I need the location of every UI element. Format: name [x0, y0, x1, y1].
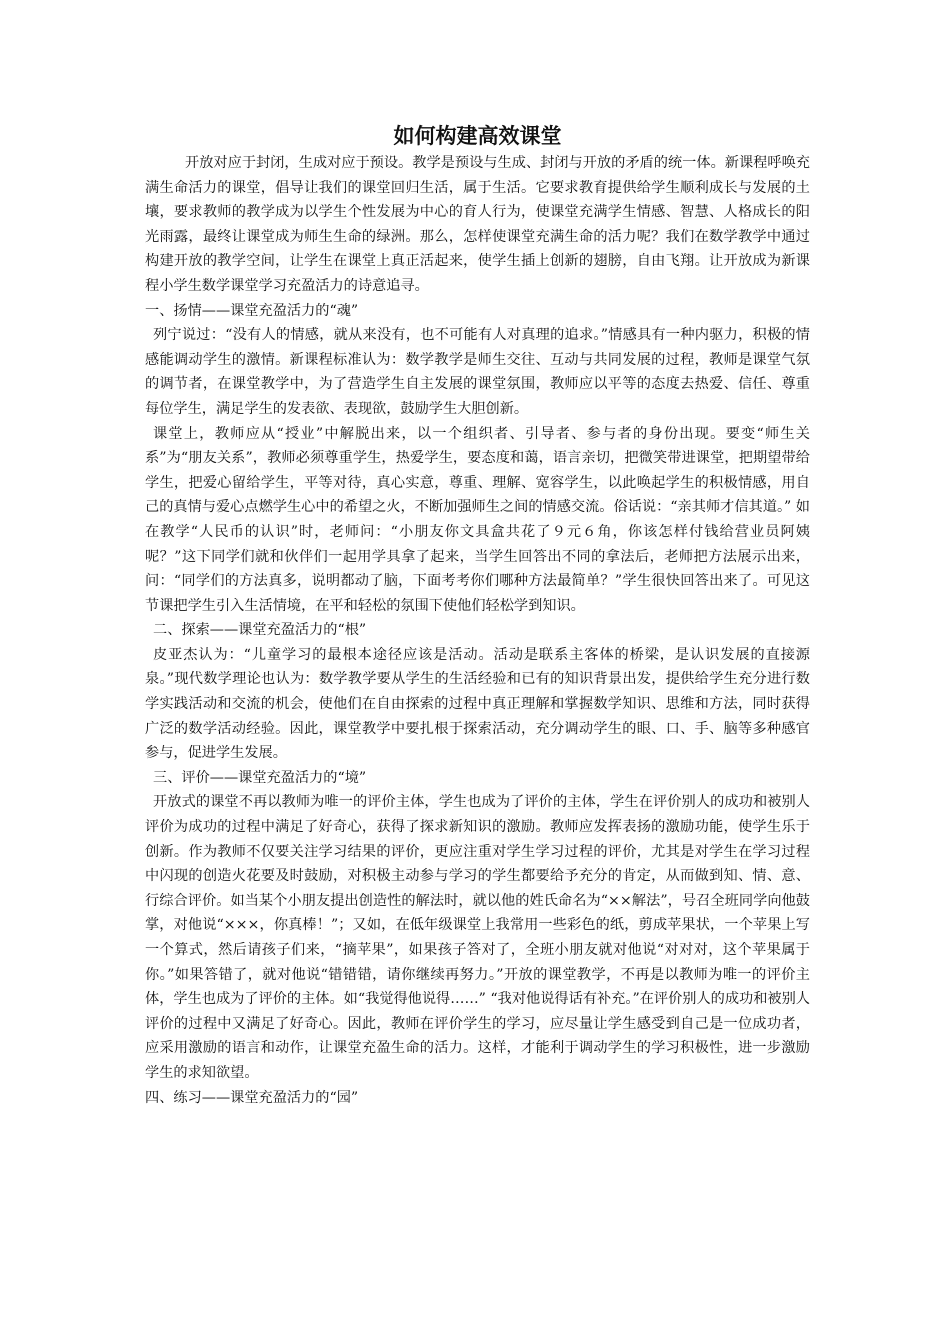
section-1-heading: 一、扬情——课堂充盈活力的“魂”	[145, 302, 359, 319]
section-1-paragraph-2: 课堂上，教师应从“授业”中解脱出来，以一个组织者、引导者、参与者的身份出现。要变“师生关系”为“朋友关系”，教师必须尊重学生，热爱学生，要态度和蔼，语言亲切，把微笑带进课堂，把期望带给学生，把爱心留给学生，平等对待，真心实意，尊重、理解、宽容学生，以此唤起学生的积极情感，用自己的真情与爱心点燃学生心中的希望之火，不断加强师生之间的情感交流。俗话说：“亲其师才信其道。” 如在教学“人民币的认识”时，老师问：“小朋友你文具盒共花了９元６角，你该怎样付钱给营业员阿姨呢？”这下同学们就和伙伴们一起用学具拿了起来，当学生回答出不同的拿法后，老师把方法展示出来，问：“同学们的方法真多，说明都动了脑，下面考考你们哪种方法最简单？”学生很快回答出来了。可见这节课把学生引入生活情境，在平和轻松的氛围下使他们轻松学到知识。	[145, 425, 810, 614]
section-4-heading: 四、练习——课堂充盈活力的“园”	[145, 1089, 359, 1106]
section-1-paragraph-1: 列宁说过：“没有人的情感，就从来没有，也不可能有人对真理的追求。”情感具有一种内驱力，积极的情感能调动学生的激情。新课程标准认为：数学教学是师生交往、互动与共同发展的过程，教师是课堂气氛的调节者，在课堂教学中，为了营造学生自主发展的课堂氛围，教师应以平等的态度去热爱、信任、尊重每位学生，满足学生的发表欲、表现欲，鼓励学生大胆创新。	[145, 327, 810, 417]
page-title: 如何构建高效课堂	[393, 124, 562, 148]
section-2-paragraph-1: 皮亚杰认为：“儿童学习的最根本途径应该是活动。活动是联系主客体的桥梁，是认识发展的直接源泉。”现代数学理论也认为：数学教学要从学生的生活经验和已有的知识背景出发，提供给学生充分进行数学实践活动和交流的机会，使他们在自由探索的过程中真正理解和掌握数学知识、思维和方法，同时获得广泛的数学活动经验。因此，课堂教学中要扎根于探索活动，充分调动学生的眼、口、手、脑等多种感官参与，促进学生发展。	[145, 646, 810, 762]
section-3-paragraph-1: 开放式的课堂不再以教师为唯一的评价主体，学生也成为了评价的主体，学生在评价别人的成功和被别人评价为成功的过程中满足了好奇心，获得了探求新知识的激励。教师应发挥表扬的激励功能，使学生乐于创新。作为教师不仅要关注学习结果的评价，更应注重对学生学习过程的评价，尤其是对学生在学习过程中闪现的创造火花要及时鼓励，对积极主动参与学习的学生都要给予充分的肯定，从而做到知、情、意、行综合评价。如当某个小朋友提出创造性的解法时，就以他的姓氏命名为“××解法”，号召全班同学向他鼓掌，对他说“×××，你真棒！”；又如，在低年级课堂上我常用一些彩色的纸，剪成苹果状，一个苹果上写一个算式，然后请孩子们来，“摘苹果”，如果孩子答对了，全班小朋友就对他说“对对对，这个苹果属于你。”如果答错了，就对他说“错错错，请你继续再努力。”开放的课堂教学，不再是以教师为唯一的评价主体，学生也成为了评价的主体。如“我觉得他说得……” “我对他说得话有补充。”在评价别人的成功和被别人评价的过程中又满足了好奇心。因此，教师在评价学生的学习，应尽量让学生感受到自己是一位成功者，应采用激励的语言和动作，让课堂充盈生命的活力。这样，才能利于调动学生的学习积极性，进一步激励学生的求知欲望。	[145, 794, 810, 1081]
section-3-heading: 三、评价——课堂充盈活力的“境”	[153, 769, 367, 786]
intro-paragraph: 开放对应于封闭，生成对应于预设。教学是预设与生成、封闭与开放的矛盾的统一体。新课程呼唤充满生命活力的课堂，倡导让我们的课堂回归生活，属于生活。它要求教育提供给学生顺利成长与发展的土壤，要求教师的教学成为以学生个性发展为中心的育人行为，使课堂充满学生情感、智慧、人格成长的阳光雨露，最终让课堂成为师生生命的绿洲。那么，怎样使课堂充满生命的活力呢？我们在数学教学中通过构建开放的教学空间，让学生在课堂上真正活起来，使学生插上创新的翅膀，自由飞翔。让开放成为新课程小学生数学课堂学习充盈活力的诗意追寻。	[145, 155, 810, 294]
section-2-heading: 二、探索——课堂充盈活力的“根”	[153, 622, 367, 639]
